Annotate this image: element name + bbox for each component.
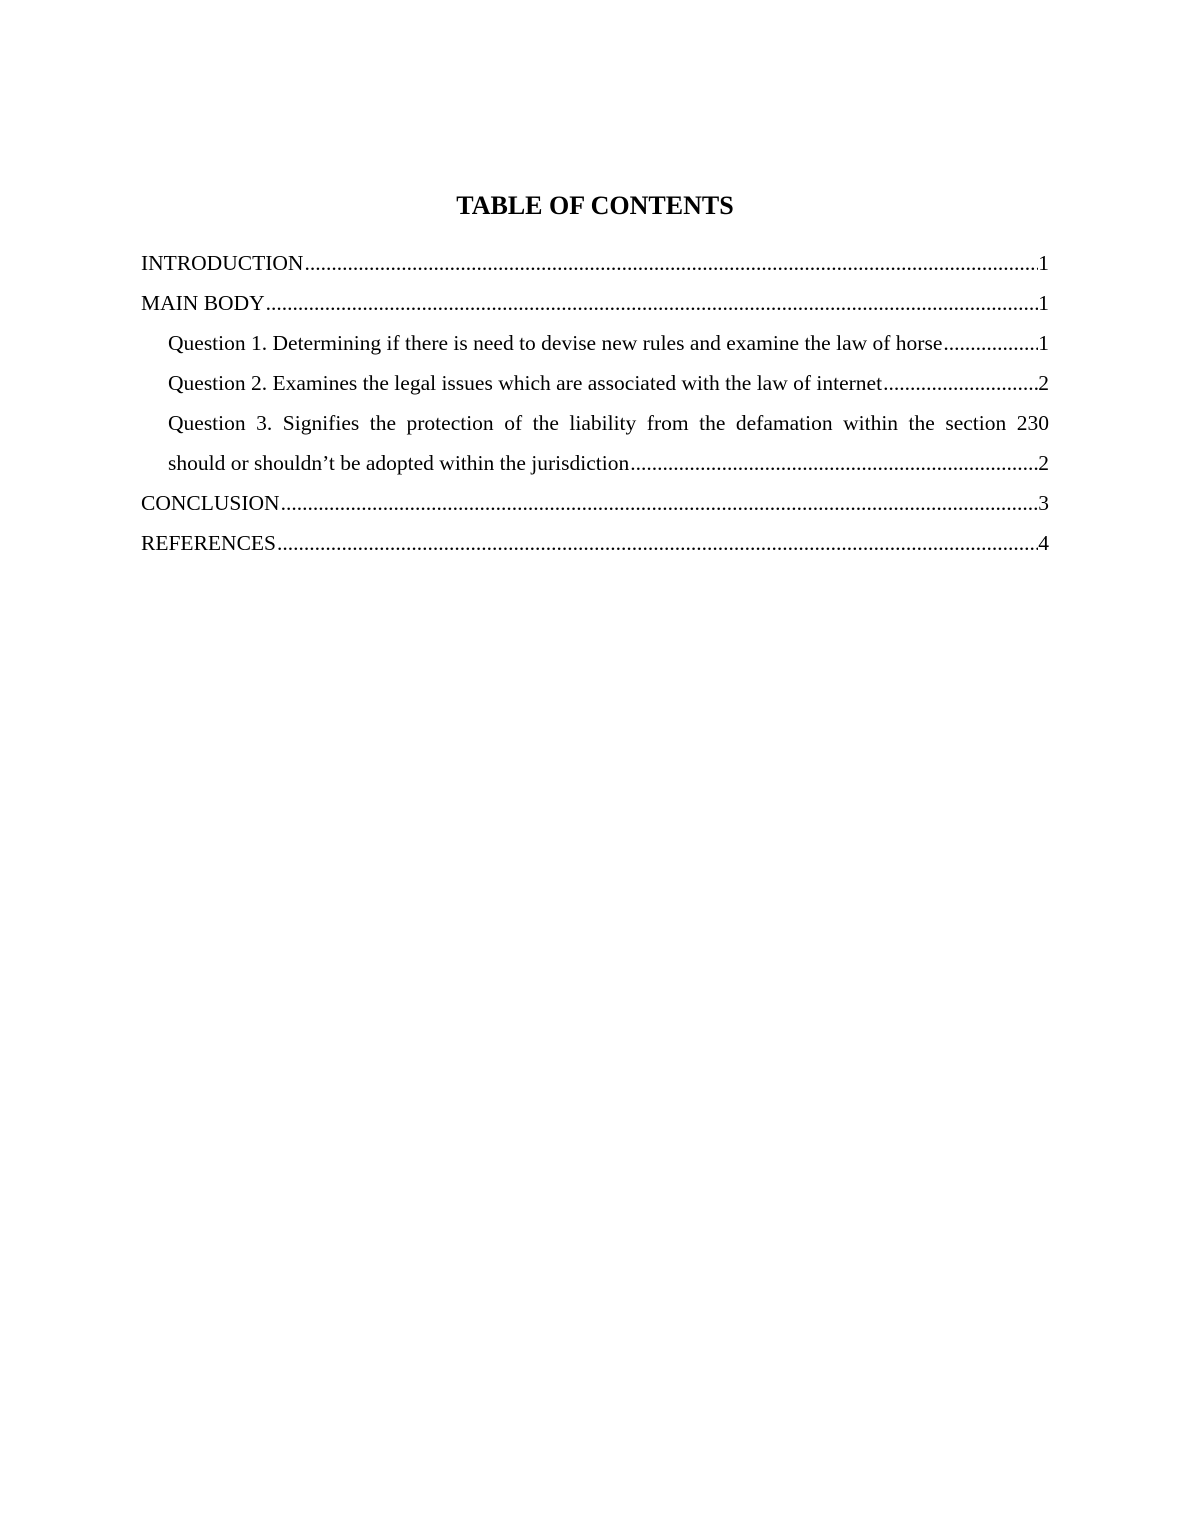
toc-entry-question-2[interactable] (141, 363, 1049, 403)
toc-page-number: 1 (1038, 331, 1049, 355)
toc-entry-main-body[interactable] (141, 283, 1049, 323)
toc-entry-references[interactable] (141, 523, 1049, 563)
toc-entry-conclusion[interactable] (141, 483, 1049, 523)
toc-entry-label: REFERENCES (141, 531, 276, 555)
dot-leader (304, 243, 1038, 283)
toc-entry-label: CONCLUSION (141, 491, 280, 515)
toc-page-number: 1 (1038, 251, 1049, 275)
toc-entry-label: Question 2. Examines the legal issues which are associated with the law of internet (168, 371, 883, 395)
toc-entry-line-2 (168, 443, 1049, 483)
dot-leader (883, 363, 1038, 403)
dot-leader (943, 323, 1038, 363)
dot-leader (281, 483, 1039, 523)
toc-title: TABLE OF CONTENTS (456, 191, 734, 220)
toc-page-number: 1 (1038, 291, 1049, 315)
toc-entry-label: Question 1. Determining if there is need to devise new rules and examine the law of horse (168, 331, 943, 355)
table-of-contents (141, 243, 1049, 563)
dot-leader (630, 443, 1038, 483)
toc-entry-question-1[interactable] (141, 323, 1049, 363)
toc-entry-label: INTRODUCTION (141, 251, 304, 275)
toc-page-number: 2 (1038, 371, 1049, 395)
toc-entry-introduction[interactable] (141, 243, 1049, 283)
toc-page-number: 2 (1038, 451, 1049, 475)
toc-page-number: 4 (1038, 531, 1049, 555)
toc-page-number: 3 (1038, 491, 1049, 515)
toc-entry-label-line-1: Question 3. Signifies the protection of the liability from the defamation within the section 230 (168, 411, 1049, 435)
dot-leader (266, 283, 1039, 323)
toc-entry-question-3[interactable] (141, 403, 1049, 483)
toc-entry-label: MAIN BODY (141, 291, 265, 315)
dot-leader (277, 523, 1038, 563)
toc-entry-label-line-2: should or shouldn’t be adopted within the jurisdiction (168, 451, 630, 475)
